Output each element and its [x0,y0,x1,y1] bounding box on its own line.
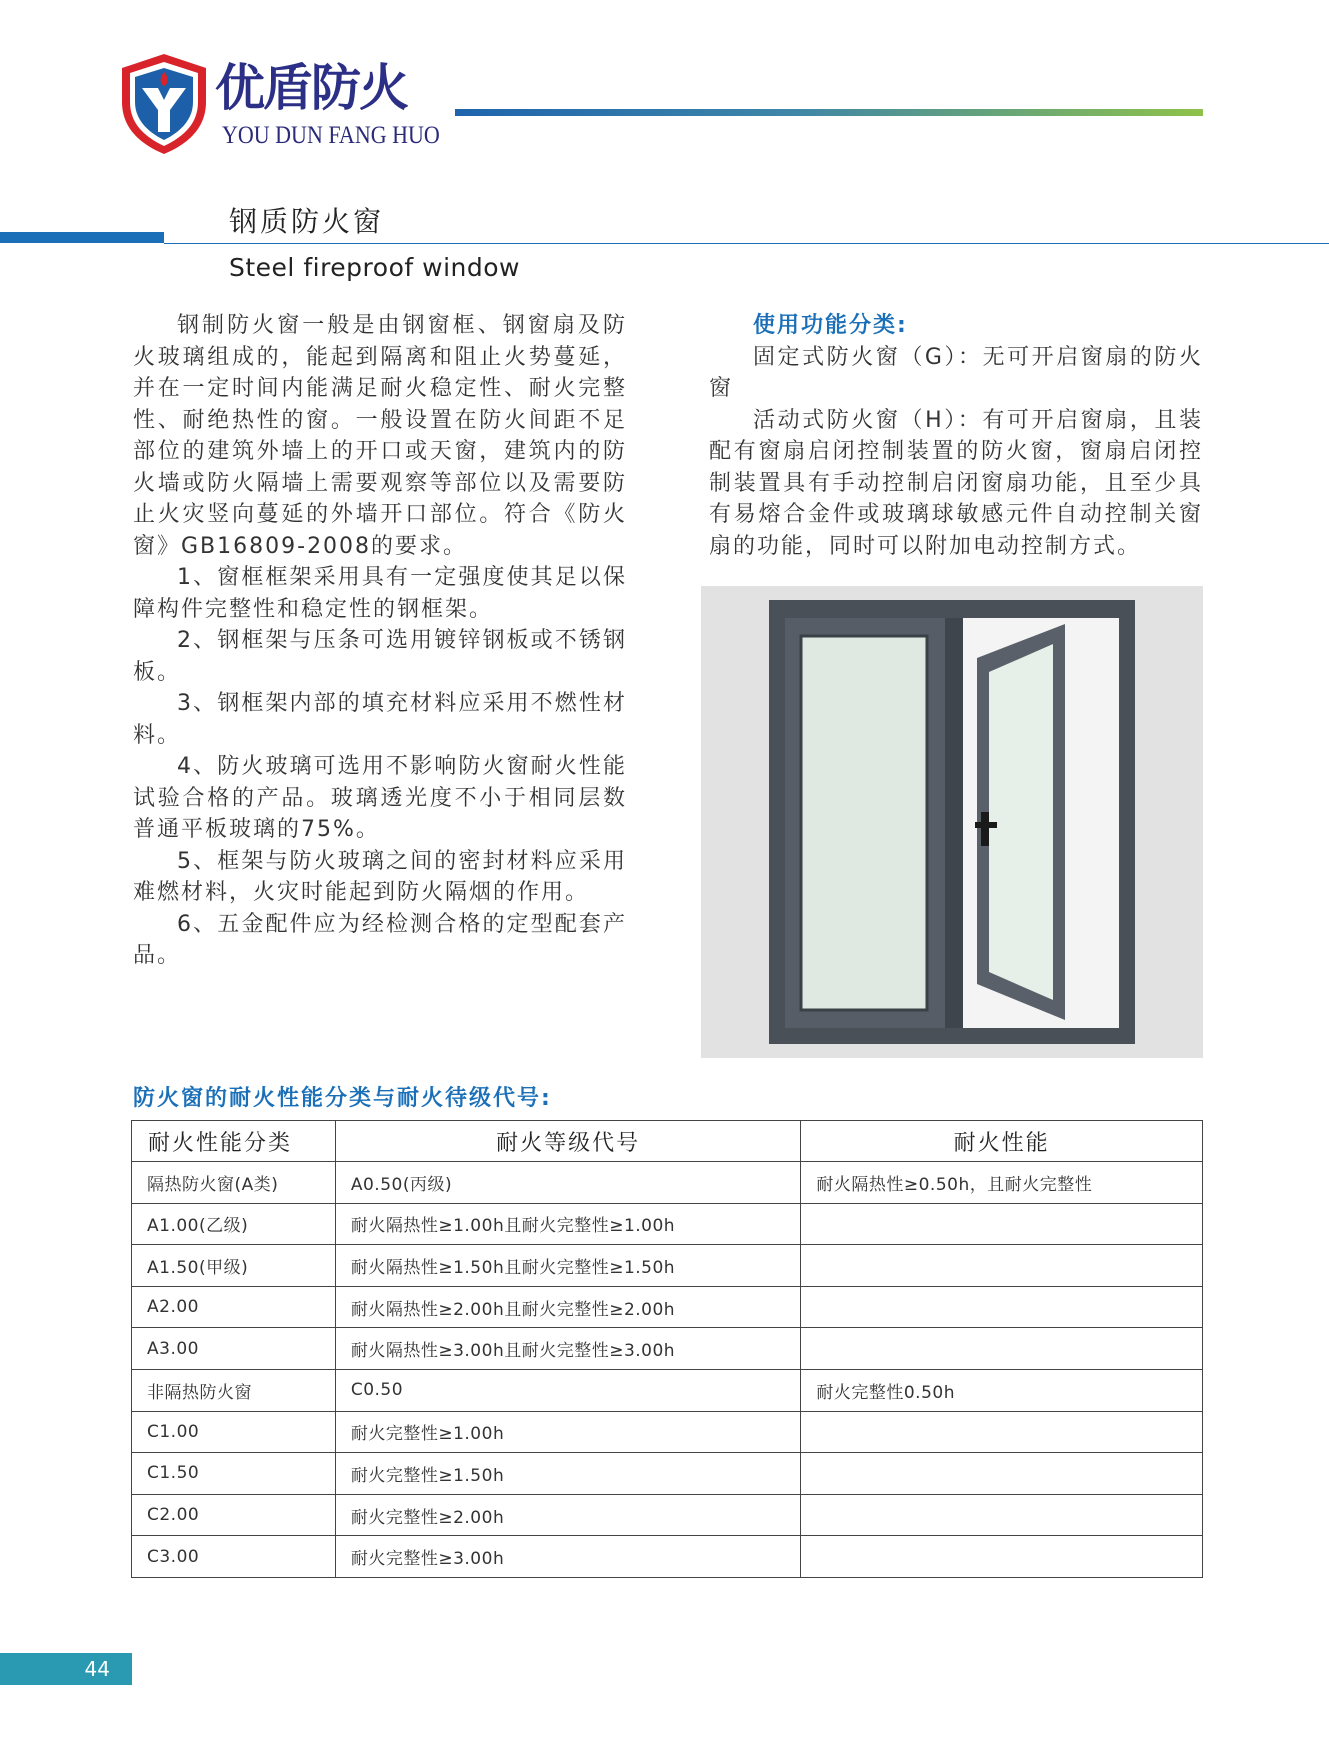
table-cell [801,1203,1203,1245]
fixed-window-desc: 固定式防火窗（G）：无可开启窗扇的防火窗 [709,344,1203,401]
table-cell: 耐火隔热性≥3.00h且耐火完整性≥3.00h [335,1328,801,1370]
table-row [132,1162,1203,1204]
active-window-desc: 活动式防火窗（H）：有可开启窗扇，且装配有窗扇启闭控制装置的防火窗，窗扇启闭控制装置具有手动控制启闭窗扇功能，且至少具有易熔合金件或玻璃球敏感元件自动控制关窗扇的功能，同时可以附加电动控制方式。 [709,407,1203,559]
table-cell: 耐火隔热性≥1.00h且耐火完整性≥1.00h [335,1203,801,1245]
table-cell: 非隔热防火窗 [132,1369,336,1411]
table-cell [801,1328,1203,1370]
table-cell: 耐火完整性≥2.00h [335,1494,801,1536]
brand-name-en: YOU DUN FANG HUO [222,122,440,149]
table-row [132,1328,1203,1370]
table-cell: A1.50(甲级) [132,1245,336,1287]
column-header: 耐火性能 [801,1121,1203,1162]
table-cell [801,1494,1203,1536]
table-cell: 耐火完整性≥3.00h [335,1536,801,1578]
right-text-column [709,310,1203,562]
function-heading: 使用功能分类: [753,313,908,338]
table-cell: C0.50 [335,1369,801,1411]
table-cell: C2.00 [132,1494,336,1536]
brand-name-cn: 优盾防火 [215,59,407,117]
table-cell [801,1536,1203,1578]
spec-item-6: 6、五金配件应为经检测合格的定型配套产品。 [133,911,627,968]
table-cell: 耐火隔热性≥1.50h且耐火完整性≥1.50h [335,1245,801,1287]
table-cell [801,1453,1203,1495]
spec-item-3: 3、钢框架内部的填充材料应采用不燃性材料。 [133,691,627,748]
table-header-row [132,1121,1203,1162]
table-row [132,1494,1203,1536]
table-cell: 耐火隔热性≥2.00h且耐火完整性≥2.00h [335,1286,801,1328]
table-row [132,1411,1203,1453]
table-cell: A3.00 [132,1328,336,1370]
table-row [132,1536,1203,1578]
table-row [132,1369,1203,1411]
table-title: 防火窗的耐火性能分类与耐火待级代号: [133,1086,552,1111]
fire-rating-table [131,1120,1203,1578]
left-text-column [133,310,627,972]
spec-item-2: 2、钢框架与压条可选用镀锌钢板或不锈钢板。 [133,628,627,685]
table-cell: 耐火完整性≥1.50h [335,1453,801,1495]
table-cell: C1.50 [132,1453,336,1495]
column-header: 耐火等级代号 [335,1121,801,1162]
intro-paragraph: 钢制防火窗一般是由钢窗框、钢窗扇及防火玻璃组成的，能起到隔离和阻止火势蔓延，并在一定时间内能满足耐火稳定性、耐火完整性、耐绝热性的窗。一般设置在防火间距不足部位的建筑外墙上的开口或天窗，建筑内的防火墙或防火隔墙上需要观察等部位以及需要防止火灾竖向蔓延的外墙开口部位。符合《防火窗》GB16809-2008的要求。 [133,313,627,559]
title-accent-bar [0,232,164,243]
table-row [132,1453,1203,1495]
page-title-en: Steel fireproof window [229,253,520,282]
table-cell: 隔热防火窗(A类) [132,1162,336,1204]
spec-item-1: 1、窗框框架采用具有一定强度使其足以保障构件完整性和稳定性的钢框架。 [133,565,627,622]
window-product-image [701,586,1203,1058]
table-row [132,1245,1203,1287]
table-cell: 耐火完整性≥1.00h [335,1411,801,1453]
table-row [132,1286,1203,1328]
column-header: 耐火性能分类 [132,1121,336,1162]
table-cell: A1.00(乙级) [132,1203,336,1245]
table-row [132,1203,1203,1245]
header-gradient-bar [455,109,1203,116]
table-cell [801,1245,1203,1287]
table-cell: 耐火隔热性≥0.50h，且耐火完整性 [801,1162,1203,1204]
page-title-cn: 钢质防火窗 [229,205,385,238]
table-cell: C3.00 [132,1536,336,1578]
table-cell [801,1411,1203,1453]
table-cell [801,1286,1203,1328]
table-cell: 耐火完整性0.50h [801,1369,1203,1411]
page-number: 44 [0,1653,132,1685]
spec-item-5: 5、框架与防火玻璃之间的密封材料应采用难燃材料，火灾时能起到防火隔烟的作用。 [133,848,627,905]
shield-logo-icon [118,52,210,156]
table-cell: A0.50(丙级) [335,1162,801,1204]
spec-item-4: 4、防火玻璃可选用不影响防火窗耐火性能试验合格的产品。玻璃透光度不小于相同层数普通平板玻璃的75%。 [133,754,627,842]
table-cell: C1.00 [132,1411,336,1453]
table-cell: A2.00 [132,1286,336,1328]
title-divider [164,243,1329,244]
